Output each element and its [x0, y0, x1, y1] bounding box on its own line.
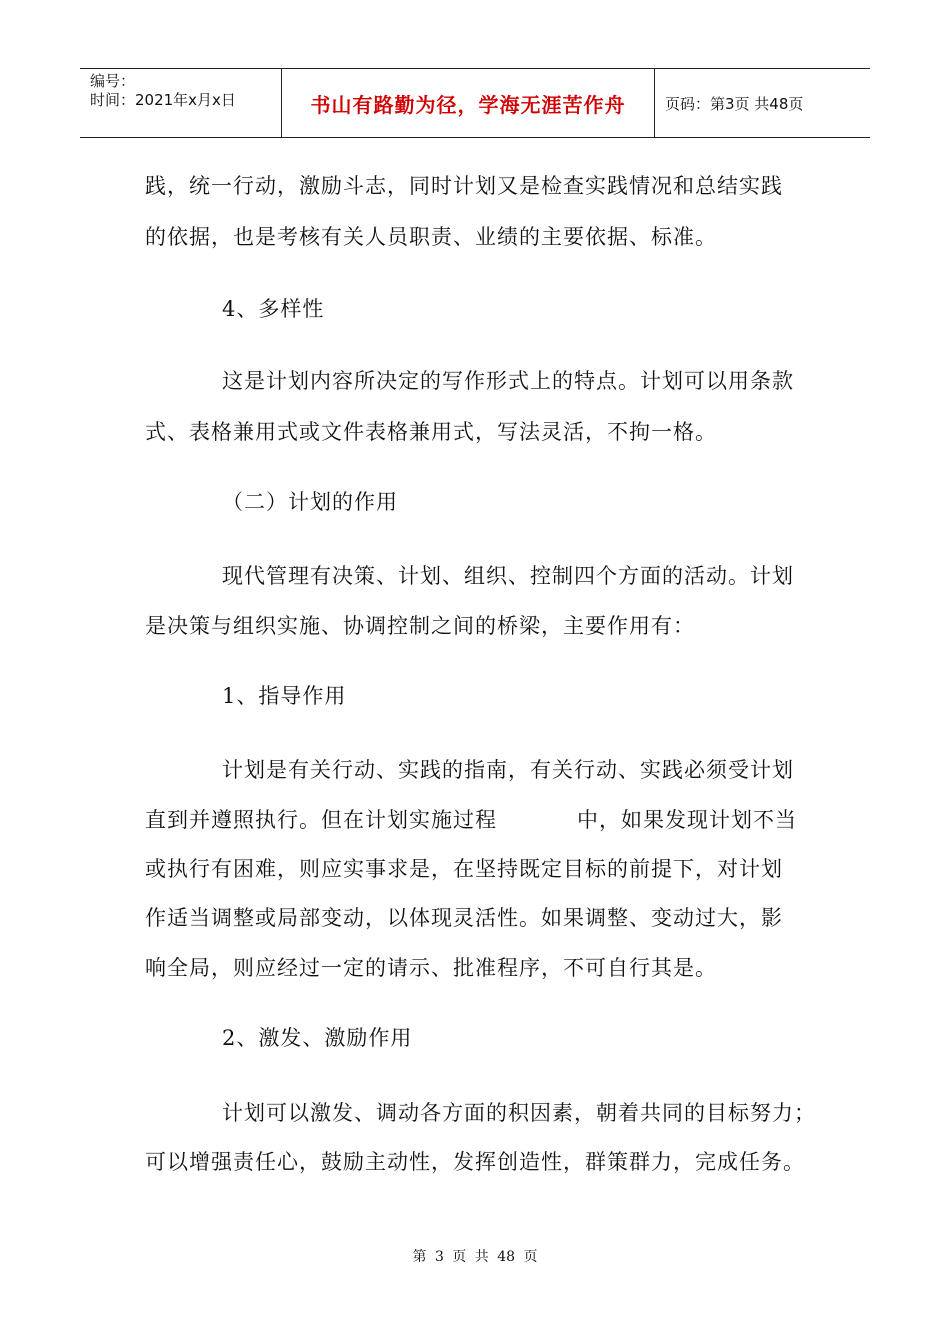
body-line: 践，统一行动，激励斗志，同时计划又是检查实践情况和总结实践	[145, 174, 783, 198]
body-line: 计划可以激发、调动各方面的积因素，朝着共同的目标努力；	[222, 1101, 816, 1125]
body-line-part: 中，如果发现计划不当	[577, 808, 797, 832]
body-line: 现代管理有决策、计划、组织、控制四个方面的活动。计划	[222, 564, 794, 588]
document-number-label: 编号：	[90, 72, 136, 90]
body-line: 这是计划内容所决定的写作形式上的特点。计划可以用条款	[222, 369, 794, 393]
document-date-label: 时间：2021年x月x日	[90, 91, 236, 109]
page-footer: 第 3 页 共 48 页	[412, 1249, 538, 1265]
body-line: 的依据，也是考核有关人员职责、业绩的主要依据、标准。	[145, 225, 717, 249]
body-line-part: 直到并遵照执行。但在计划实施过程	[145, 808, 497, 832]
section-heading: 1、指导作用	[222, 684, 347, 708]
body-line: 是决策与组织实施、协调控制之间的桥梁，主要作用有：	[145, 614, 695, 638]
body-line: 计划是有关行动、实践的指南，有关行动、实践必须受计划	[222, 758, 794, 782]
header-page-number: 页码：第3页 共48页	[665, 94, 804, 113]
body-line: 可以增强责任心，鼓励主动性，发挥创造性，群策群力，完成任务。	[145, 1150, 805, 1174]
section-heading: 4、多样性	[222, 297, 325, 321]
body-line	[145, 804, 797, 834]
section-heading: 2、激发、激励作用	[222, 1026, 413, 1050]
section-heading: （二）计划的作用	[222, 490, 398, 514]
page-header	[80, 68, 870, 138]
body-line: 作适当调整或局部变动，以体现灵活性。如果调整、变动过大，影	[145, 906, 783, 930]
header-meta	[80, 69, 282, 137]
body-line: 或执行有困难，则应实事求是，在坚持既定目标的前提下，对计划	[145, 857, 783, 881]
body-line: 式、表格兼用式或文件表格兼用式，写法灵活，不拘一格。	[145, 420, 717, 444]
header-motto: 书山有路勤为径，学海无涯苦作舟	[282, 69, 655, 137]
body-line: 响全局，则应经过一定的请示、批准程序，不可自行其是。	[145, 956, 717, 980]
